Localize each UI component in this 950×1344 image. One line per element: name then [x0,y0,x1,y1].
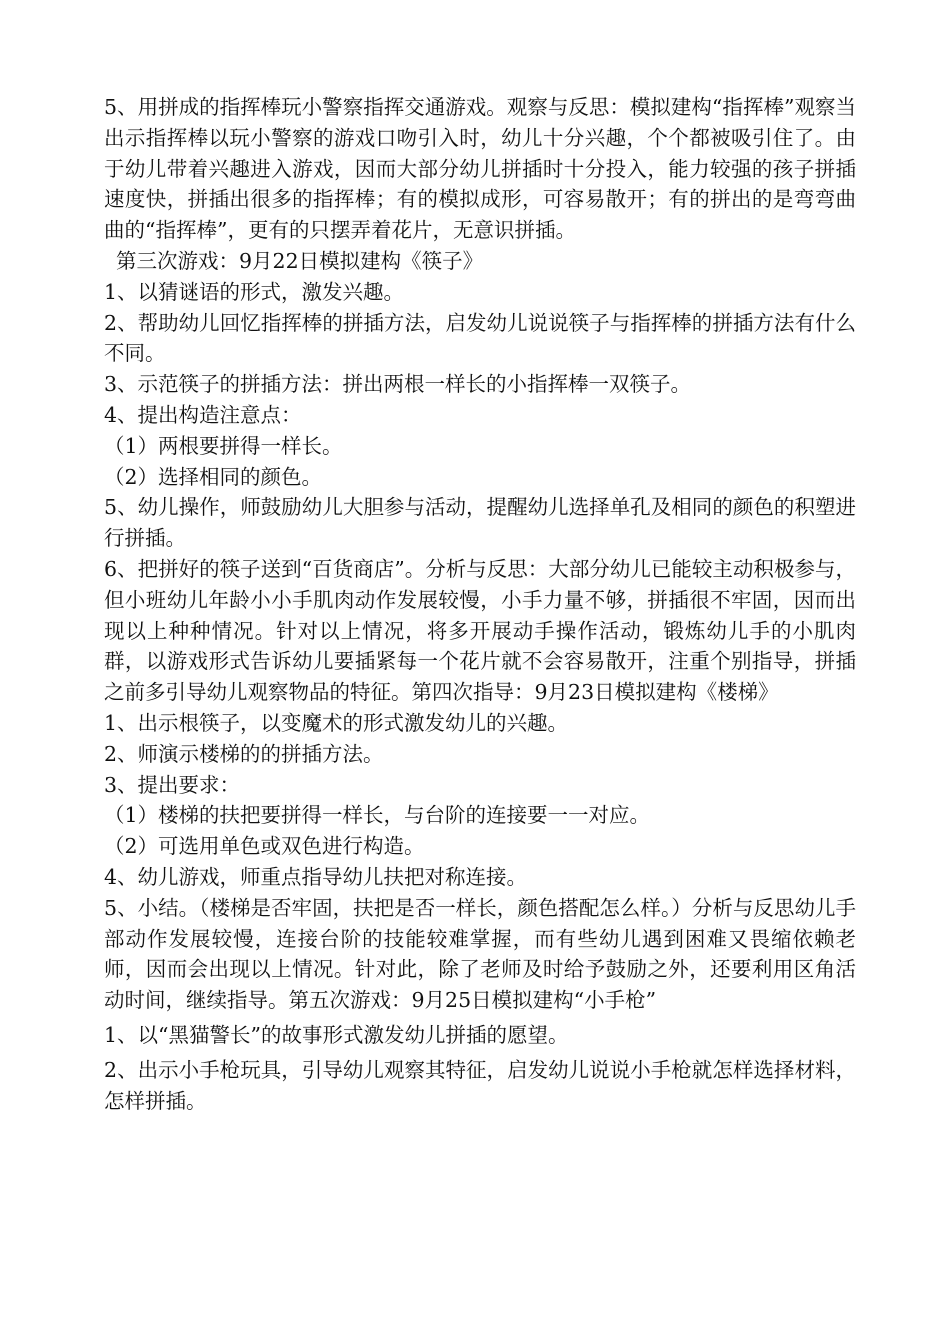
paragraph-chopsticks-step-3: 3、示范筷子的拼插方法：拼出两根一样长的小指挥棒一双筷子。 [104,372,692,397]
paragraph-chopsticks-note-2: （2）选择相同的颜色。 [104,464,323,489]
paragraph-stairs-note-1: （1）楼梯的扶把要拼得一样长，与台阶的连接要一一对应。 [104,803,651,828]
paragraph-pistol-step-1: 1、以“黑猫警长”的故事形式激发幼儿拼插的愿望。 [104,1022,569,1047]
paragraph-pistol-step-2: 2、出示小手枪玩具，引导幼儿观察其特征，启发幼儿说说小手枪就怎样选择材料，怎样拼插。 [104,1057,856,1113]
document-body [104,92,856,1116]
paragraph-step-5-traffic-game: 5、用拼成的指挥棒玩小警察指挥交通游戏。观察与反思：模拟建构“指挥棒”观察当出示指挥棒以玩小警察的游戏口吻引入时，幼儿十分兴趣，个个都被吸引住了。由于幼儿带着兴趣进入游戏，因而大部分幼儿拼插时十分投入，能力较强的孩子拼插速度快，拼插出很多的指挥棒；有的模拟成形，可容易散开；有的拼出的是弯弯曲曲的“指挥棒”，更有的只摆弄着花片，无意识拼插。 [104,95,856,243]
paragraph-stairs-step-2: 2、师演示楼梯的的拼插方法。 [104,741,384,766]
paragraph-stairs-note-2: （2）可选用单色或双色进行构造。 [104,834,425,859]
paragraph-stairs-step-4: 4、幼儿游戏，师重点指导幼儿扶把对称连接。 [104,864,528,889]
paragraph-stairs-step-5-reflection: 5、小结。（楼梯是否牢固，扶把是否一样长，颜色搭配怎么样。）分析与反思幼儿手部动作发展较慢，连接台阶的技能较难掌握，而有些幼儿遇到困难又畏缩依赖老师，因而会出现以上情况。针对此，除了老师及时给予鼓励之外，还要利用区角活动时间，继续指导。第五次游戏：9月25日模拟建构“小手枪” [104,895,856,1013]
paragraph-chopsticks-step-6-reflection: 6、把拼好的筷子送到“百货商店”。分析与反思：大部分幼儿已能较主动积极参与，但小班幼儿年龄小小手肌肉动作发展较慢，小手力量不够，拼插很不牢固，因而出现以上种种情况。针对以上情况，将多开展动手操作活动，锻炼幼儿手的小肌肉群，以游戏形式告诉幼儿要插紧每一个花片就不会容易散开，注重个别指导，拼插之前多引导幼儿观察物品的特征。第四次指导：9月23日模拟建构《楼梯》 [104,556,856,705]
paragraph-chopsticks-step-1: 1、以猜谜语的形式，激发兴趣。 [104,279,405,304]
paragraph-stairs-step-3: 3、提出要求： [104,772,241,797]
paragraph-chopsticks-step-2: 2、帮助幼儿回忆指挥棒的拼插方法，启发幼儿说说筷子与指挥棒的拼插方法有什么不同。 [104,310,856,366]
paragraph-chopsticks-note-1: （1）两根要拼得一样长。 [104,433,343,458]
paragraph-chopsticks-step-5: 5、幼儿操作，师鼓励幼儿大胆参与活动，提醒幼儿选择单孔及相同的颜色的积塑进行拼插。 [104,495,856,551]
paragraph-chopsticks-step-4: 4、提出构造注意点： [104,402,302,427]
paragraph-third-game-heading: 第三次游戏：9月22日模拟建构《筷子》 [116,248,484,273]
paragraph-stairs-step-1: 1、出示根筷子，以变魔术的形式激发幼儿的兴趣。 [104,710,569,735]
